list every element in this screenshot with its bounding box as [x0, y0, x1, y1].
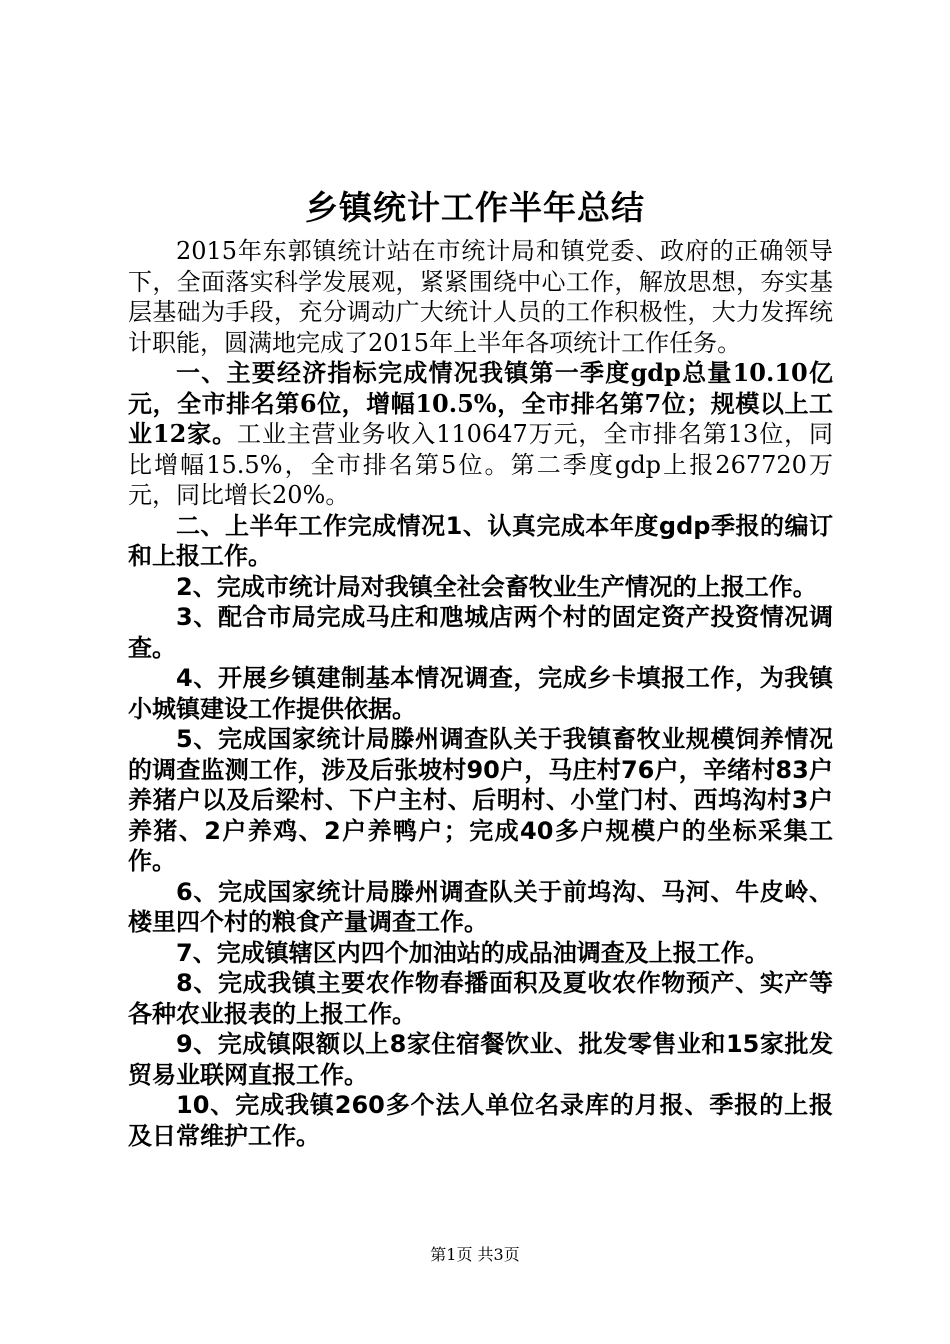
list-item: 8、完成我镇主要农作物春播面积及夏收农作物预产、实产等各种农业报表的上报工作。: [128, 969, 833, 1028]
list-item: 7、完成镇辖区内四个加油站的成品油调查及上报工作。: [176, 938, 769, 967]
intro-paragraph: 2015年东郭镇统计站在市统计局和镇党委、政府的正确领导下，全面落实科学发展观，紧紧围绕中心工作，解放思想，夯实基层基础为手段，充分调动广大统计人员的工作积极性，大力发挥统计职能，圆满地完成了2015年上半年各项统计工作任务。: [128, 237, 833, 357]
list-item: 6、完成国家统计局滕州调查队关于前坞沟、马河、牛皮岭、楼里四个村的粮食产量调查工作。: [128, 877, 833, 936]
list-item: 4、开展乡镇建制基本情况调查，完成乡卡填报工作，为我镇小城镇建设工作提供依据。: [128, 664, 833, 723]
section1-bold-text: 一、主要经济指标完成情况我镇第一季度gdp总量10.10亿元，全市排名第6位，增幅10.5%，全市排名第7位；规模以上工业12家。: [128, 358, 833, 448]
list-item: 3、配合市局完成马庄和虺城店两个村的固定资产投资情况调查。: [128, 603, 833, 662]
page-footer: 第1页 共3页: [430, 1245, 520, 1264]
document-body: [128, 236, 833, 1151]
document-title: 乡镇统计工作半年总结: [305, 188, 645, 227]
list-item: 5、完成国家统计局滕州调查队关于我镇畜牧业规模饲养情况的调查监测工作，涉及后张坡村90户，马庄村76户，辛绪村83户养猪户以及后梁村、下户主村、后明村、小堂门村、西坞沟村3户养猪、2户养鸡、2户养鸭户；完成40多户规模户的坐标采集工作。: [128, 725, 833, 875]
section1-paragraph: [128, 358, 833, 511]
list-item: 2、完成市统计局对我镇全社会畜牧业生产情况的上报工作。: [176, 572, 817, 601]
list-item: 9、完成镇限额以上8家住宿餐饮业、批发零售业和15家批发贸易业联网直报工作。: [128, 1030, 833, 1089]
section1-regular-text: 工业主营业务收入110647万元，全市排名第13位，同比增幅15.5%，全市排名第5位。第二季度gdp上报267720万元，同比增长20%。: [128, 420, 834, 509]
section2-paragraph: 二、上半年工作完成情况1、认真完成本年度gdp季报的编订和上报工作。: [128, 511, 833, 570]
list-item: 10、完成我镇260多个法人单位名录库的月报、季报的上报及日常维护工作。: [128, 1091, 833, 1150]
